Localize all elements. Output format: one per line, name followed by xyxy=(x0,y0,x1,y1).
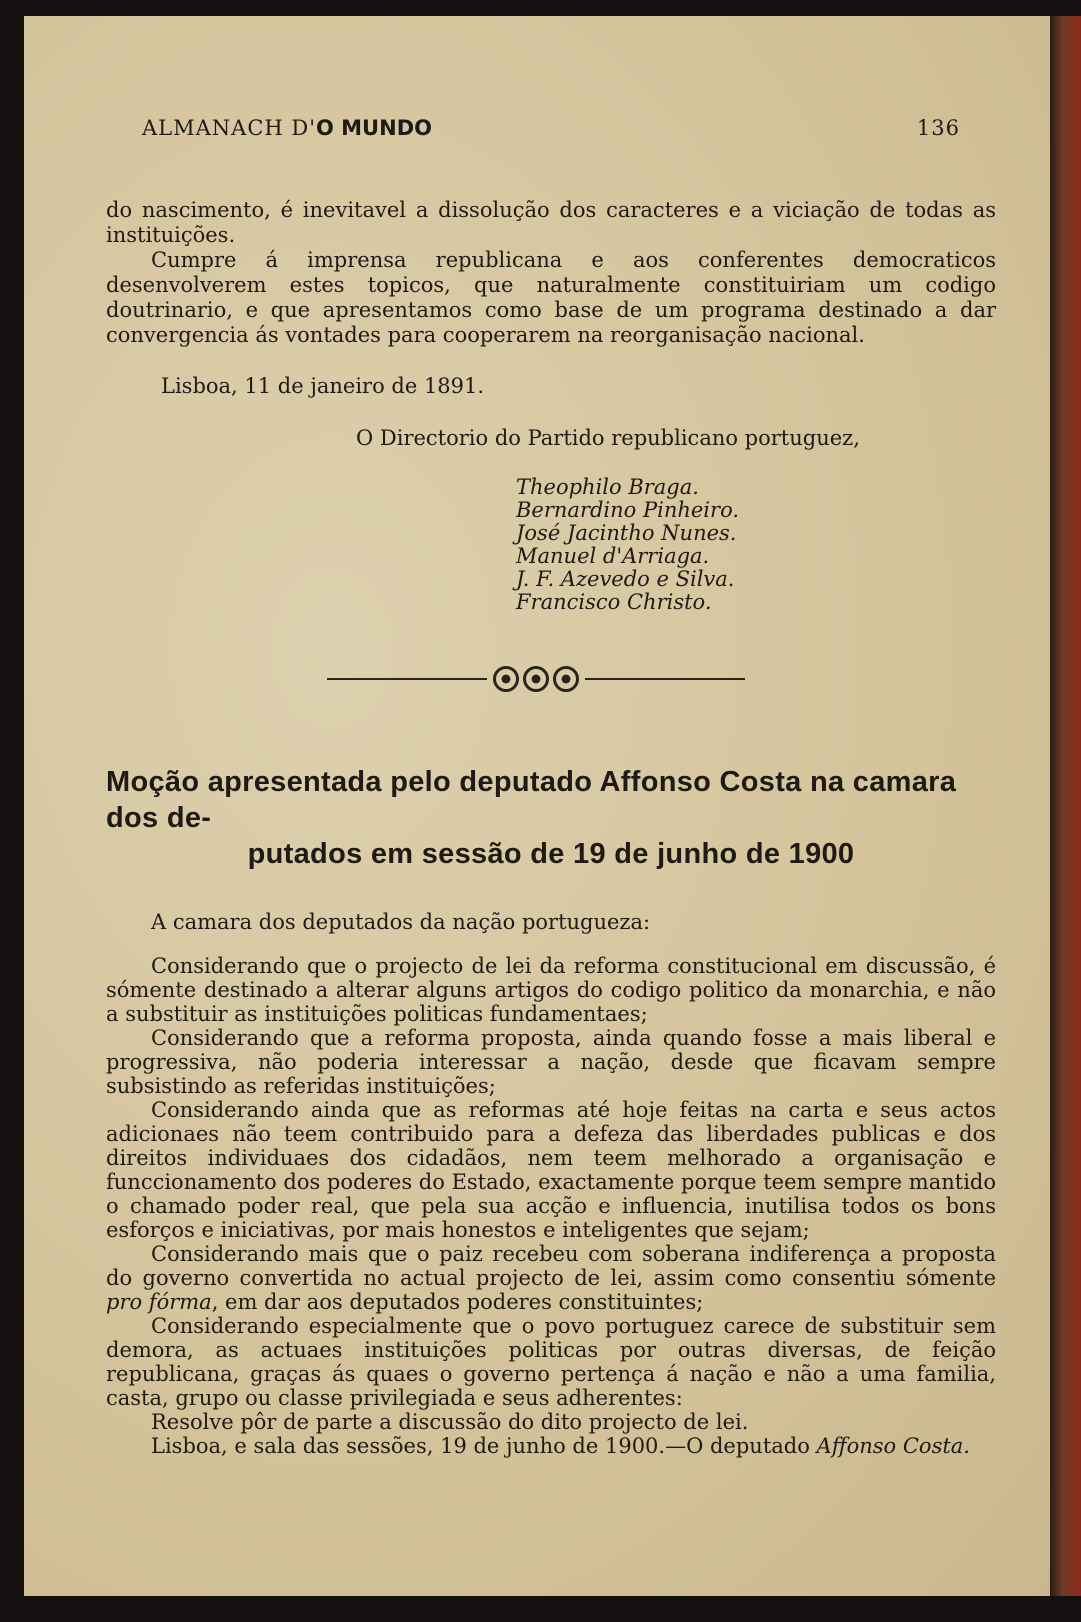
signature: J. F. Azevedo e Silva. xyxy=(516,567,735,591)
ornament-knots xyxy=(493,666,579,692)
signature: Theophilo Braga. xyxy=(516,475,699,499)
directorio-line: O Directorio do Partido republicano portuguez, xyxy=(356,426,860,450)
paragraph: do nascimento, é inevitavel a dissolução dos caracteres e a viciação de todas as instituições. xyxy=(106,198,996,247)
ornament-rosette-icon xyxy=(523,666,549,692)
signature: Manuel d'Arriaga. xyxy=(516,544,710,568)
header-title-masthead: O MUNDO xyxy=(316,116,432,140)
paragraph: Considerando que a reforma proposta, ainda quando fosse a mais liberal e progressiva, não poderia interessar a nação, desde que ficavam sempre subsistindo as referidas instituições; xyxy=(106,1026,996,1098)
motion-heading-line1: Moção apresentada pelo deputado Affonso Costa na camara dos de- xyxy=(106,766,957,834)
signoff-text: Lisboa, e sala das sessões, 19 de junho de 1900.—O deputado xyxy=(151,1434,817,1458)
signature: José Jacintho Nunes. xyxy=(516,521,737,545)
paragraph-text: Considerando mais que o paiz recebeu com soberana indiferença a proposta do governo convertida no actual projecto de lei, assim como consentiu sómente xyxy=(106,1242,996,1290)
signoff-name: Affonso Costa. xyxy=(816,1434,970,1458)
motion-heading-line2: putados em sessão de 19 de junho de 1900 xyxy=(247,838,855,870)
signature: Francisco Christo. xyxy=(516,590,712,614)
running-header xyxy=(106,116,996,140)
paragraph xyxy=(106,1242,996,1314)
latin-phrase: pro fórma xyxy=(106,1290,212,1314)
page-content xyxy=(106,116,996,1458)
resolution: Resolve pôr de parte a discussão do dito projecto de lei. xyxy=(151,1410,749,1434)
section-divider-ornament xyxy=(76,666,996,692)
motion-body xyxy=(106,954,996,1458)
header-title-prefix: ALMANACH D' xyxy=(142,116,316,140)
almanac-page xyxy=(24,16,1050,1596)
paragraph: Considerando ainda que as reformas até hoje feitas na carta e seus actos adicionaes não teem contribuido para a defeza das liberdades publicas e dos direitos individuaes dos cidadãos, nem teem melhorado a organisação e funccionamento dos poderes do Estado, exactamente porque teem sempre mantido o chamado poder real, que pela sua acção e influencia, inutilisa todos os bons esforços e iniciativas, por mais honestos e inteligentes que sejam; xyxy=(106,1098,996,1242)
paragraph: Considerando que o projecto de lei da reforma constitucional em discussão, é sómente destinado a alterar alguns artigos do codigo politico da monarchia, e não a substituir as instituições politicas fundamentaes; xyxy=(106,954,996,1026)
divider-rule-left xyxy=(327,678,487,680)
dateline: Lisboa, 11 de janeiro de 1891. xyxy=(161,374,485,398)
paragraph: Cumpre á imprensa republicana e aos conferentes democraticos desenvolverem estes topicos, que naturalmente constituiriam um codigo doutrinario, e que apresentamos como base de um programa destinado a dar convergencia ás vontades para cooperarem na reorganisação nacional. xyxy=(106,248,996,347)
ornament-rosette-icon xyxy=(493,666,519,692)
signoff xyxy=(106,1434,996,1458)
signature: Bernardino Pinheiro. xyxy=(516,498,740,522)
adjacent-page-edge xyxy=(1050,16,1081,1596)
signature-list xyxy=(516,476,996,614)
motion-heading xyxy=(106,764,996,872)
motion-address: A camara dos deputados da nação portugueza: xyxy=(151,910,651,934)
paragraph: Considerando especialmente que o povo portuguez carece de substituir sem demora, as actuaes instituições politicas por outras diversas, de feição republicana, graças ás quaes o governo pertença á nação e não a uma familia, casta, grupo ou classe privilegiada e seus adherentes: xyxy=(106,1314,996,1410)
header-title xyxy=(142,116,432,140)
page-number: 136 xyxy=(916,116,960,140)
paragraph-text: , em dar aos deputados poderes constituintes; xyxy=(211,1290,704,1314)
manifesto-ending xyxy=(106,198,996,348)
ornament-rosette-icon xyxy=(553,666,579,692)
divider-rule-right xyxy=(585,678,745,680)
